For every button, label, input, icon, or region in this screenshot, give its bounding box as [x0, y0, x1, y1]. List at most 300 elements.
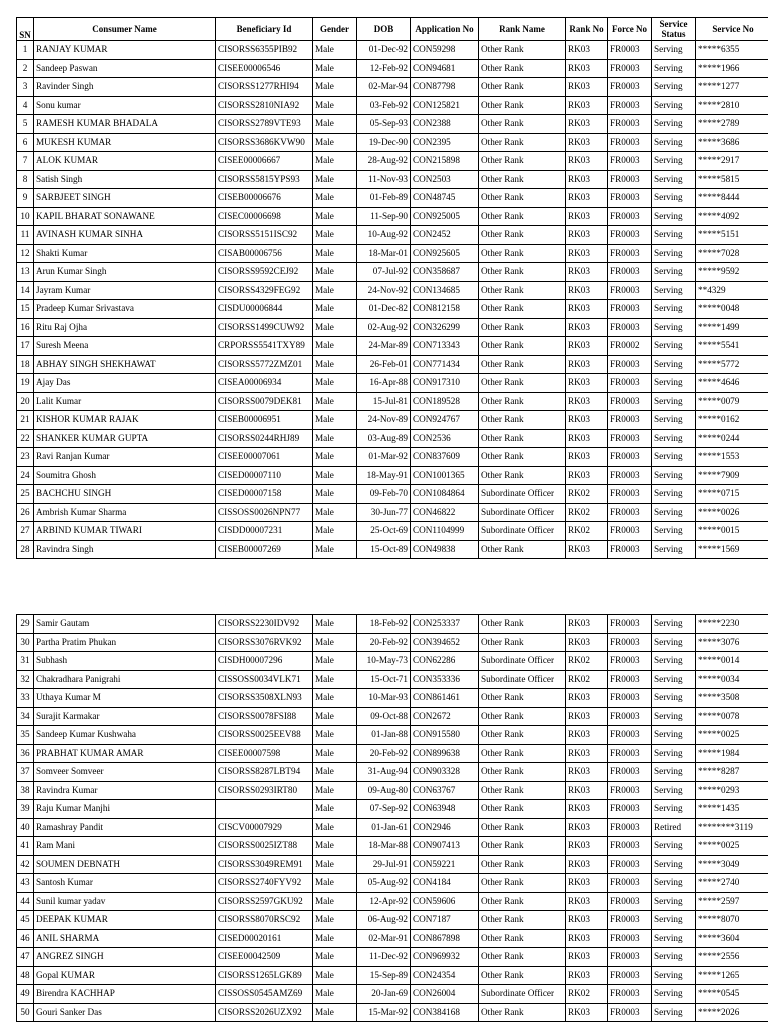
service-no-cell: *****4092	[696, 207, 768, 226]
gender-cell: Male	[313, 652, 357, 671]
rank-name-cell: Other Rank	[479, 59, 566, 78]
service-no-cell: *****7909	[696, 466, 768, 485]
service-no-cell: *****0078	[696, 707, 768, 726]
rank-no-cell: RK03	[566, 1003, 608, 1022]
service-status-cell: Serving	[652, 929, 696, 948]
force-no-cell: FR0003	[608, 263, 652, 282]
table-row	[17, 300, 768, 319]
rank-no-cell: RK03	[566, 244, 608, 263]
beneficiary-id-cell: CISORSS2789VTE93	[216, 115, 313, 134]
table-row	[17, 189, 768, 208]
table-row	[17, 929, 768, 948]
force-no-cell: FR0003	[608, 300, 652, 319]
rank-no-cell: RK03	[566, 374, 608, 393]
service-no-cell: *****1553	[696, 448, 768, 467]
application-no-cell: CON2503	[411, 170, 479, 189]
beneficiary-id-cell: CRPORSS5541TXY89	[216, 337, 313, 356]
consumer-name-cell: KISHOR KUMAR RAJAK	[34, 411, 216, 430]
application-no-cell: CON837609	[411, 448, 479, 467]
rank-name-cell: Other Rank	[479, 781, 566, 800]
gender-cell: Male	[313, 540, 357, 559]
beneficiary-id-cell: CISEB00006951	[216, 411, 313, 430]
sn-cell: 3	[17, 78, 34, 97]
gender-cell: Male	[313, 78, 357, 97]
rank-no-cell: RK02	[566, 503, 608, 522]
service-status-cell: Serving	[652, 189, 696, 208]
table-row	[17, 152, 768, 171]
service-status-cell: Serving	[652, 226, 696, 245]
application-no-cell: CON59606	[411, 892, 479, 911]
rank-name-cell: Other Rank	[479, 411, 566, 430]
consumer-name-cell: Raju Kumar Manjhi	[34, 800, 216, 819]
rank-no-cell: RK03	[566, 281, 608, 300]
table-row	[17, 244, 768, 263]
consumer-name-cell: Sonu kumar	[34, 96, 216, 115]
dob-cell: 31-Aug-94	[357, 763, 411, 782]
table-row	[17, 318, 768, 337]
application-no-cell: CON2388	[411, 115, 479, 134]
rank-no-cell: RK03	[566, 633, 608, 652]
sn-cell: 9	[17, 189, 34, 208]
beneficiary-id-cell: CISEB00006676	[216, 189, 313, 208]
dob-cell: 03-Aug-89	[357, 429, 411, 448]
consumer-name-cell: Ram Mani	[34, 837, 216, 856]
rank-name-cell: Other Rank	[479, 133, 566, 152]
sn-cell: 7	[17, 152, 34, 171]
force-no-cell: FR0003	[608, 485, 652, 504]
dob-cell: 25-Oct-69	[357, 522, 411, 541]
rank-name-cell: Other Rank	[479, 170, 566, 189]
consumer-name-cell: Ritu Raj Ojha	[34, 318, 216, 337]
consumer-name-cell: Pradeep Kumar Srivastava	[34, 300, 216, 319]
sn-cell: 40	[17, 818, 34, 837]
beneficiary-id-cell: CISORSS3686KVW90	[216, 133, 313, 152]
rank-name-cell: Other Rank	[479, 948, 566, 967]
force-no-cell: FR0003	[608, 281, 652, 300]
force-no-cell: FR0003	[608, 800, 652, 819]
beneficiary-id-cell	[216, 800, 313, 819]
sn-cell: 25	[17, 485, 34, 504]
sn-cell: 30	[17, 633, 34, 652]
table-row	[17, 726, 768, 745]
dob-cell: 29-Jul-91	[357, 855, 411, 874]
force-no-cell: FR0003	[608, 115, 652, 134]
rank-no-cell: RK03	[566, 837, 608, 856]
table-row	[17, 855, 768, 874]
table-row	[17, 411, 768, 430]
service-status-cell: Serving	[652, 263, 696, 282]
table-row	[17, 670, 768, 689]
service-status-cell: Serving	[652, 503, 696, 522]
dob-cell: 12-Feb-92	[357, 59, 411, 78]
table-row	[17, 392, 768, 411]
consumer-name-cell: Chakradhara Panigrahi	[34, 670, 216, 689]
application-no-cell: CON353336	[411, 670, 479, 689]
sn-cell: 18	[17, 355, 34, 374]
dob-cell: 26-Feb-01	[357, 355, 411, 374]
sn-cell: 27	[17, 522, 34, 541]
rank-no-cell: RK03	[566, 948, 608, 967]
dob-cell: 28-Aug-92	[357, 152, 411, 171]
consumer-name-cell: Ravindra Singh	[34, 540, 216, 559]
beneficiary-id-cell: CISORSS2230IDV92	[216, 615, 313, 634]
gender-cell: Male	[313, 689, 357, 708]
dob-cell: 02-Aug-92	[357, 318, 411, 337]
rank-name-cell: Other Rank	[479, 818, 566, 837]
rank-name-cell: Other Rank	[479, 763, 566, 782]
dob-cell: 20-Feb-92	[357, 633, 411, 652]
rank-no-cell: RK03	[566, 726, 608, 745]
beneficiary-id-cell: CISORSS6355PIB92	[216, 41, 313, 60]
rank-no-cell: RK02	[566, 652, 608, 671]
service-no-cell: *****0014	[696, 652, 768, 671]
rank-name-cell: Other Rank	[479, 41, 566, 60]
header-gender: Gender	[313, 18, 357, 41]
rank-name-cell: Other Rank	[479, 392, 566, 411]
rank-no-cell: RK03	[566, 892, 608, 911]
service-status-cell: Serving	[652, 670, 696, 689]
rank-no-cell: RK03	[566, 707, 608, 726]
service-no-cell: *****7028	[696, 244, 768, 263]
table-row	[17, 911, 768, 930]
application-no-cell: CON4184	[411, 874, 479, 893]
service-status-cell: Serving	[652, 337, 696, 356]
service-status-cell: Serving	[652, 318, 696, 337]
service-no-cell: *****0048	[696, 300, 768, 319]
dob-cell: 06-Aug-92	[357, 911, 411, 930]
gender-cell: Male	[313, 115, 357, 134]
dob-cell: 20-Jan-69	[357, 985, 411, 1004]
rank-no-cell: RK03	[566, 300, 608, 319]
service-status-cell: Serving	[652, 874, 696, 893]
force-no-cell: FR0002	[608, 337, 652, 356]
beneficiary-id-cell: CISSOSS0026NPN77	[216, 503, 313, 522]
table-row	[17, 133, 768, 152]
beneficiary-id-cell: CISAB00006756	[216, 244, 313, 263]
sn-cell: 13	[17, 263, 34, 282]
gender-cell: Male	[313, 244, 357, 263]
force-no-cell: FR0003	[608, 374, 652, 393]
consumer-name-cell: ANIL SHARMA	[34, 929, 216, 948]
service-no-cell: *****1569	[696, 540, 768, 559]
rank-no-cell: RK02	[566, 985, 608, 1004]
gender-cell: Male	[313, 41, 357, 60]
rank-name-cell: Other Rank	[479, 448, 566, 467]
rank-no-cell: RK03	[566, 207, 608, 226]
beneficiary-id-cell: CISDH00007296	[216, 652, 313, 671]
service-no-cell: *****6355	[696, 41, 768, 60]
rank-name-cell: Other Rank	[479, 281, 566, 300]
rank-no-cell: RK03	[566, 874, 608, 893]
table-body-top	[17, 41, 768, 559]
sn-cell: 4	[17, 96, 34, 115]
service-status-cell: Serving	[652, 892, 696, 911]
application-no-cell: CON924767	[411, 411, 479, 430]
sn-cell: 47	[17, 948, 34, 967]
records-table-bottom	[16, 614, 768, 1022]
consumer-name-cell: Ravinder Singh	[34, 78, 216, 97]
service-no-cell: *****1277	[696, 78, 768, 97]
rank-name-cell: Other Rank	[479, 892, 566, 911]
service-status-cell: Serving	[652, 429, 696, 448]
dob-cell: 01-Dec-82	[357, 300, 411, 319]
rank-name-cell: Other Rank	[479, 707, 566, 726]
service-status-cell: Serving	[652, 59, 696, 78]
beneficiary-id-cell: CISORSS2810NIA92	[216, 96, 313, 115]
dob-cell: 24-Nov-89	[357, 411, 411, 430]
service-no-cell: *****1499	[696, 318, 768, 337]
header-service-no: Service No	[696, 18, 768, 41]
consumer-name-cell: ABHAY SINGH SHEKHAWAT	[34, 355, 216, 374]
sn-cell: 21	[17, 411, 34, 430]
rank-no-cell: RK03	[566, 411, 608, 430]
consumer-name-cell: Partha Pratim Phukan	[34, 633, 216, 652]
service-status-cell: Serving	[652, 41, 696, 60]
gender-cell: Male	[313, 1003, 357, 1022]
service-status-cell: Serving	[652, 207, 696, 226]
service-status-cell: Serving	[652, 170, 696, 189]
consumer-name-cell: SARBJEET SINGH	[34, 189, 216, 208]
rank-no-cell: RK03	[566, 337, 608, 356]
beneficiary-id-cell: CISEE00007061	[216, 448, 313, 467]
rank-name-cell: Other Rank	[479, 429, 566, 448]
dob-cell: 18-Mar-88	[357, 837, 411, 856]
rank-no-cell: RK03	[566, 429, 608, 448]
dob-cell: 02-Mar-91	[357, 929, 411, 948]
service-no-cell: *****0025	[696, 837, 768, 856]
force-no-cell: FR0003	[608, 707, 652, 726]
table-row	[17, 985, 768, 1004]
rank-no-cell: RK03	[566, 540, 608, 559]
dob-cell: 16-Apr-88	[357, 374, 411, 393]
force-no-cell: FR0003	[608, 96, 652, 115]
service-status-cell: Serving	[652, 78, 696, 97]
header-dob: DOB	[357, 18, 411, 41]
service-status-cell: Serving	[652, 96, 696, 115]
gender-cell: Male	[313, 207, 357, 226]
table-row	[17, 652, 768, 671]
table-row	[17, 281, 768, 300]
header-row	[17, 18, 768, 41]
table-row	[17, 170, 768, 189]
rank-name-cell: Other Rank	[479, 689, 566, 708]
rank-name-cell: Other Rank	[479, 318, 566, 337]
application-no-cell: CON899638	[411, 744, 479, 763]
rank-no-cell: RK03	[566, 818, 608, 837]
force-no-cell: FR0003	[608, 726, 652, 745]
rank-no-cell: RK03	[566, 355, 608, 374]
sn-cell: 14	[17, 281, 34, 300]
dob-cell: 03-Feb-92	[357, 96, 411, 115]
dob-cell: 30-Jun-77	[357, 503, 411, 522]
beneficiary-id-cell: CISEE00006546	[216, 59, 313, 78]
consumer-name-cell: Birendra KACHHAP	[34, 985, 216, 1004]
beneficiary-id-cell: CISORSS0244RHJ89	[216, 429, 313, 448]
beneficiary-id-cell: CISORSS0079DEK81	[216, 392, 313, 411]
application-no-cell: CON94681	[411, 59, 479, 78]
records-table-top	[16, 17, 768, 559]
rank-name-cell: Other Rank	[479, 337, 566, 356]
dob-cell: 01-Mar-92	[357, 448, 411, 467]
sn-cell: 42	[17, 855, 34, 874]
beneficiary-id-cell: CISORSS1265LGK89	[216, 966, 313, 985]
service-status-cell: Serving	[652, 911, 696, 930]
service-no-cell: *****3508	[696, 689, 768, 708]
table-row	[17, 800, 768, 819]
table-row	[17, 226, 768, 245]
rank-name-cell: Other Rank	[479, 633, 566, 652]
table-row	[17, 763, 768, 782]
service-status-cell: Serving	[652, 633, 696, 652]
service-no-cell: *****8444	[696, 189, 768, 208]
application-no-cell: CON2452	[411, 226, 479, 245]
rank-name-cell: Other Rank	[479, 855, 566, 874]
beneficiary-id-cell: CISDU00006844	[216, 300, 313, 319]
rank-name-cell: Other Rank	[479, 837, 566, 856]
rank-name-cell: Other Rank	[479, 615, 566, 634]
sn-cell: 22	[17, 429, 34, 448]
sn-cell: 35	[17, 726, 34, 745]
sn-cell: 29	[17, 615, 34, 634]
application-no-cell: CON969932	[411, 948, 479, 967]
consumer-name-cell: Lalit Kumar	[34, 392, 216, 411]
table-row	[17, 448, 768, 467]
beneficiary-id-cell: CISORSS2597GKU92	[216, 892, 313, 911]
beneficiary-id-cell: CISEB00007269	[216, 540, 313, 559]
service-no-cell: *****0244	[696, 429, 768, 448]
sn-cell: 36	[17, 744, 34, 763]
rank-name-cell: Other Rank	[479, 78, 566, 97]
table-row	[17, 429, 768, 448]
consumer-name-cell: SOUMEN DEBNATH	[34, 855, 216, 874]
application-no-cell: CON2672	[411, 707, 479, 726]
rank-no-cell: RK03	[566, 318, 608, 337]
service-no-cell: *****5541	[696, 337, 768, 356]
beneficiary-id-cell: CISORSS5772ZMZ01	[216, 355, 313, 374]
rank-name-cell: Other Rank	[479, 1003, 566, 1022]
service-no-cell: *****0034	[696, 670, 768, 689]
consumer-name-cell: Sunil kumar yadav	[34, 892, 216, 911]
service-status-cell: Serving	[652, 448, 696, 467]
force-no-cell: FR0003	[608, 652, 652, 671]
dob-cell: 11-Nov-93	[357, 170, 411, 189]
consumer-name-cell: Suresh Meena	[34, 337, 216, 356]
consumer-name-cell: Surajit Karmakar	[34, 707, 216, 726]
table-row	[17, 78, 768, 97]
rank-name-cell: Other Rank	[479, 540, 566, 559]
service-no-cell: *****3049	[696, 855, 768, 874]
table-row	[17, 207, 768, 226]
force-no-cell: FR0003	[608, 170, 652, 189]
service-status-cell: Serving	[652, 837, 696, 856]
sn-cell: 48	[17, 966, 34, 985]
gender-cell: Male	[313, 170, 357, 189]
service-status-cell: Serving	[652, 744, 696, 763]
table-row	[17, 874, 768, 893]
beneficiary-id-cell: CISEE00006667	[216, 152, 313, 171]
table-row	[17, 892, 768, 911]
dob-cell: 01-Feb-89	[357, 189, 411, 208]
application-no-cell: CON394652	[411, 633, 479, 652]
application-no-cell: CON915580	[411, 726, 479, 745]
application-no-cell: CON358687	[411, 263, 479, 282]
consumer-name-cell: Sandeep Paswan	[34, 59, 216, 78]
table-row	[17, 707, 768, 726]
service-status-cell: Serving	[652, 615, 696, 634]
header-rank-no: Rank No	[566, 18, 608, 41]
beneficiary-id-cell: CISED00007158	[216, 485, 313, 504]
table-row	[17, 818, 768, 837]
gender-cell: Male	[313, 818, 357, 837]
consumer-name-cell: Subhash	[34, 652, 216, 671]
service-no-cell: *****8287	[696, 763, 768, 782]
force-no-cell: FR0003	[608, 966, 652, 985]
application-no-cell: CON326299	[411, 318, 479, 337]
header-beneficiary-id: Beneficiary Id	[216, 18, 313, 41]
service-no-cell: *****0715	[696, 485, 768, 504]
force-no-cell: FR0003	[608, 207, 652, 226]
gender-cell: Male	[313, 189, 357, 208]
header-application-no: Application No	[411, 18, 479, 41]
sn-cell: 16	[17, 318, 34, 337]
sn-cell: 46	[17, 929, 34, 948]
service-no-cell: *****2597	[696, 892, 768, 911]
table-row	[17, 948, 768, 967]
service-no-cell: *****2810	[696, 96, 768, 115]
gender-cell: Male	[313, 781, 357, 800]
table-row	[17, 41, 768, 60]
application-no-cell: CON917310	[411, 374, 479, 393]
dob-cell: 09-Aug-80	[357, 781, 411, 800]
sn-cell: 11	[17, 226, 34, 245]
application-no-cell: CON49838	[411, 540, 479, 559]
rank-no-cell: RK03	[566, 78, 608, 97]
sn-cell: 2	[17, 59, 34, 78]
application-no-cell: CON1001365	[411, 466, 479, 485]
beneficiary-id-cell: CISCV00007929	[216, 818, 313, 837]
application-no-cell: CON134685	[411, 281, 479, 300]
consumer-name-cell: Ravindra Kumar	[34, 781, 216, 800]
gender-cell: Male	[313, 966, 357, 985]
gender-cell: Male	[313, 522, 357, 541]
application-no-cell: CON384168	[411, 1003, 479, 1022]
beneficiary-id-cell: CISORSS3076RVK92	[216, 633, 313, 652]
service-no-cell: *****1265	[696, 966, 768, 985]
rank-no-cell: RK03	[566, 96, 608, 115]
sn-cell: 49	[17, 985, 34, 1004]
beneficiary-id-cell: CISEA00006934	[216, 374, 313, 393]
gender-cell: Male	[313, 892, 357, 911]
force-no-cell: FR0003	[608, 670, 652, 689]
consumer-name-cell: Uthaya Kumar M	[34, 689, 216, 708]
rank-no-cell: RK03	[566, 392, 608, 411]
table-row	[17, 615, 768, 634]
beneficiary-id-cell: CISEE00042509	[216, 948, 313, 967]
table-row	[17, 485, 768, 504]
dob-cell: 10-Mar-93	[357, 689, 411, 708]
service-status-cell: Serving	[652, 800, 696, 819]
dob-cell: 18-Feb-92	[357, 615, 411, 634]
service-no-cell: *****2556	[696, 948, 768, 967]
beneficiary-id-cell: CISORSS1499CUW92	[216, 318, 313, 337]
table-row	[17, 1003, 768, 1022]
beneficiary-id-cell: CISORSS2026UZX92	[216, 1003, 313, 1022]
beneficiary-id-cell: CISED00007110	[216, 466, 313, 485]
rank-name-cell: Other Rank	[479, 152, 566, 171]
beneficiary-id-cell: CISORSS3508XLN93	[216, 689, 313, 708]
application-no-cell: CON2946	[411, 818, 479, 837]
sn-cell: 1	[17, 41, 34, 60]
